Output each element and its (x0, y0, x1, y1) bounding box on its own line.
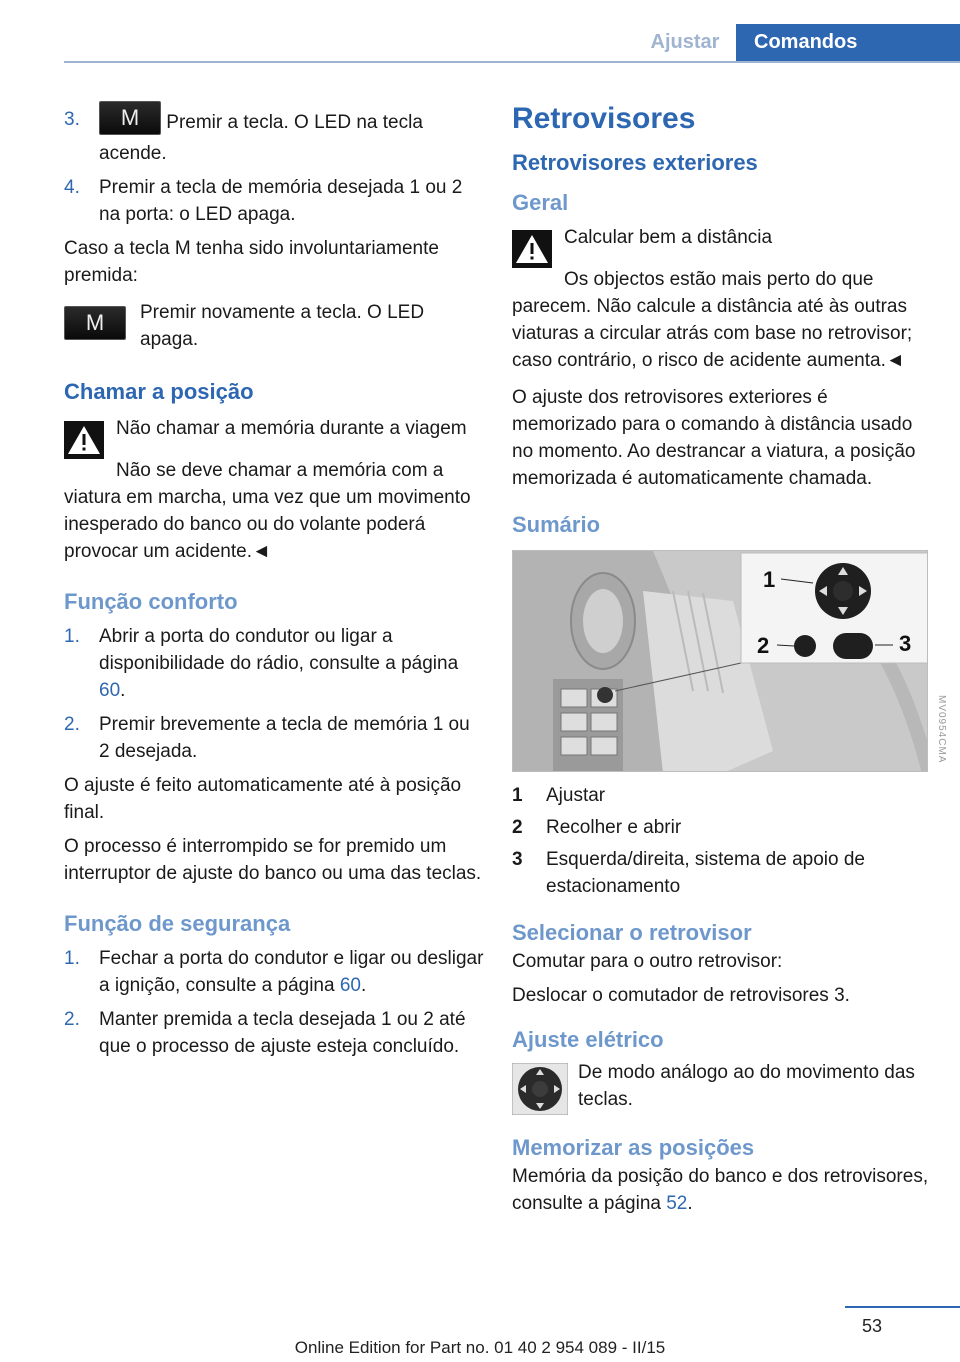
paragraph: Deslocar o comutador de retrovisores 3. (512, 985, 850, 1006)
page-number: 53 (862, 1316, 883, 1336)
step-text: Premir a tecla. O LED na tecla acende. (99, 112, 423, 164)
callout-1: 1 (763, 567, 776, 592)
chapter-tab-comandos[interactable]: Comandos (736, 24, 960, 63)
step-number: 4. (64, 177, 80, 198)
section-tab-ajustar[interactable]: Ajustar (650, 31, 720, 53)
item-number: 2. (64, 1009, 80, 1030)
warning-text: Não se deve chamar a memória com a viatura em marcha, uma vez que um movimento inesperado do banco ou do volante poderá provocar um acidente.◄ (64, 460, 471, 562)
mirror-joystick-icon (512, 1063, 568, 1115)
legend-key: 3 (512, 849, 523, 870)
door-panel-illustration (513, 551, 928, 772)
paragraph: O ajuste é feito automaticamente até à posição final. (64, 775, 462, 823)
list-item: 1. Abrir a porta do condutor ou ligar a disponibilidade do rádio, consulte a página 60. (64, 623, 484, 704)
photo-reference-code: MV0954CMA (936, 695, 947, 764)
page-link[interactable]: 60 (99, 680, 121, 701)
warning-text: Os objectos estão mais perto do que parecem. Não calcule a distância até às outras viaturas a circular atrás com base no retrovisor; caso contrário, o risco de acidente aumenta.◄ (512, 269, 913, 371)
legend-text: Recolher e abrir (546, 817, 682, 838)
legend-text: Esquerda/direita, sistema de apoio de estacionamento (546, 849, 865, 897)
subsection-heading: Memorizar as posições (512, 1135, 755, 1160)
item-text: Premir brevemente a tecla de memória 1 ou 2 desejada. (99, 714, 470, 762)
step-3 (64, 100, 484, 167)
warning-triangle-icon (512, 230, 552, 268)
warning-block (512, 224, 932, 268)
m-key-note (64, 299, 484, 357)
m-key-icon: M (99, 101, 161, 135)
subsection-heading: Função de segurança (64, 911, 291, 936)
legend-key: 2 (512, 817, 523, 838)
subsection-heading: Geral (512, 190, 569, 215)
paragraph: Memória da posição do banco e dos retrovisores, consulte a página 52. (512, 1166, 929, 1214)
subsection-heading: Sumário (512, 512, 601, 537)
note-text: De modo análogo ao do movimento das teclas. (578, 1062, 915, 1110)
chapter-title: Retrovisores (512, 102, 696, 135)
adjust-note (512, 1059, 932, 1115)
paragraph: Comutar para o outro retrovisor: (512, 951, 783, 972)
warning-triangle-icon (64, 421, 104, 459)
legend-text: Ajustar (546, 785, 606, 806)
callout-2: 2 (757, 633, 770, 658)
callout-3: 3 (899, 631, 912, 656)
list-item: 1. Fechar a porta do condutor e ligar ou desligar a ignição, consulte a página 60. (64, 945, 484, 999)
list-item (64, 711, 484, 765)
section-heading: Retrovisores exteriores (512, 150, 758, 175)
paragraph-text: Memória da posição do banco e dos retrovisores, consulte a página (512, 1166, 929, 1214)
item-number: 1. (64, 626, 80, 647)
note-text: Premir novamente a tecla. O LED apaga. (140, 302, 425, 350)
page-link[interactable]: 60 (339, 975, 361, 996)
list-item (64, 1006, 484, 1060)
mirror-controls-photo (512, 550, 928, 772)
section-heading: Chamar a posição (64, 379, 254, 404)
header-rule (64, 61, 960, 63)
left-column (64, 100, 484, 1067)
right-column (512, 98, 932, 1224)
warning-title: Não chamar a memória durante a viagem (116, 418, 467, 439)
photo-legend (512, 782, 932, 900)
step-number: 3. (64, 109, 80, 130)
item-text: Fechar a porta do condutor e ligar ou desligar a ignição, consulte a página (99, 948, 484, 996)
step-text: Premir a tecla de memória desejada 1 ou 2 na porta: o LED apaga. (99, 177, 463, 225)
warning-block (64, 415, 484, 459)
paragraph: O processo é interrompido se for premido um interruptor de ajuste do banco ou uma das teclas. (64, 836, 482, 884)
item-number: 2. (64, 714, 80, 735)
paragraph: O ajuste dos retrovisores exteriores é memorizado para o comando à distância usado no momento. Ao destrancar a viatura, a posição memorizada é automaticamente chamada. (512, 387, 916, 489)
warning-title: Calcular bem a distância (564, 227, 773, 248)
footer-rule (845, 1306, 960, 1308)
subsection-heading: Ajuste elétrico (512, 1027, 664, 1052)
paragraph: Caso a tecla M tenha sido involuntariamente premida: (64, 238, 439, 286)
item-text: Manter premida a tecla desejada 1 ou 2 até que o processo de ajuste esteja concluído. (99, 1009, 466, 1057)
edition-line: Online Edition for Part no. 01 40 2 954 089 - II/15 (294, 1338, 666, 1357)
item-text: Abrir a porta do condutor ou ligar a disponibilidade do rádio, consulte a página (99, 626, 459, 674)
subsection-heading: Selecionar o retrovisor (512, 920, 752, 945)
subsection-heading: Função conforto (64, 589, 238, 614)
step-4 (64, 174, 484, 228)
m-key-icon: M (64, 306, 126, 340)
page-link[interactable]: 52 (666, 1193, 688, 1214)
item-number: 1. (64, 948, 80, 969)
legend-key: 1 (512, 785, 523, 806)
